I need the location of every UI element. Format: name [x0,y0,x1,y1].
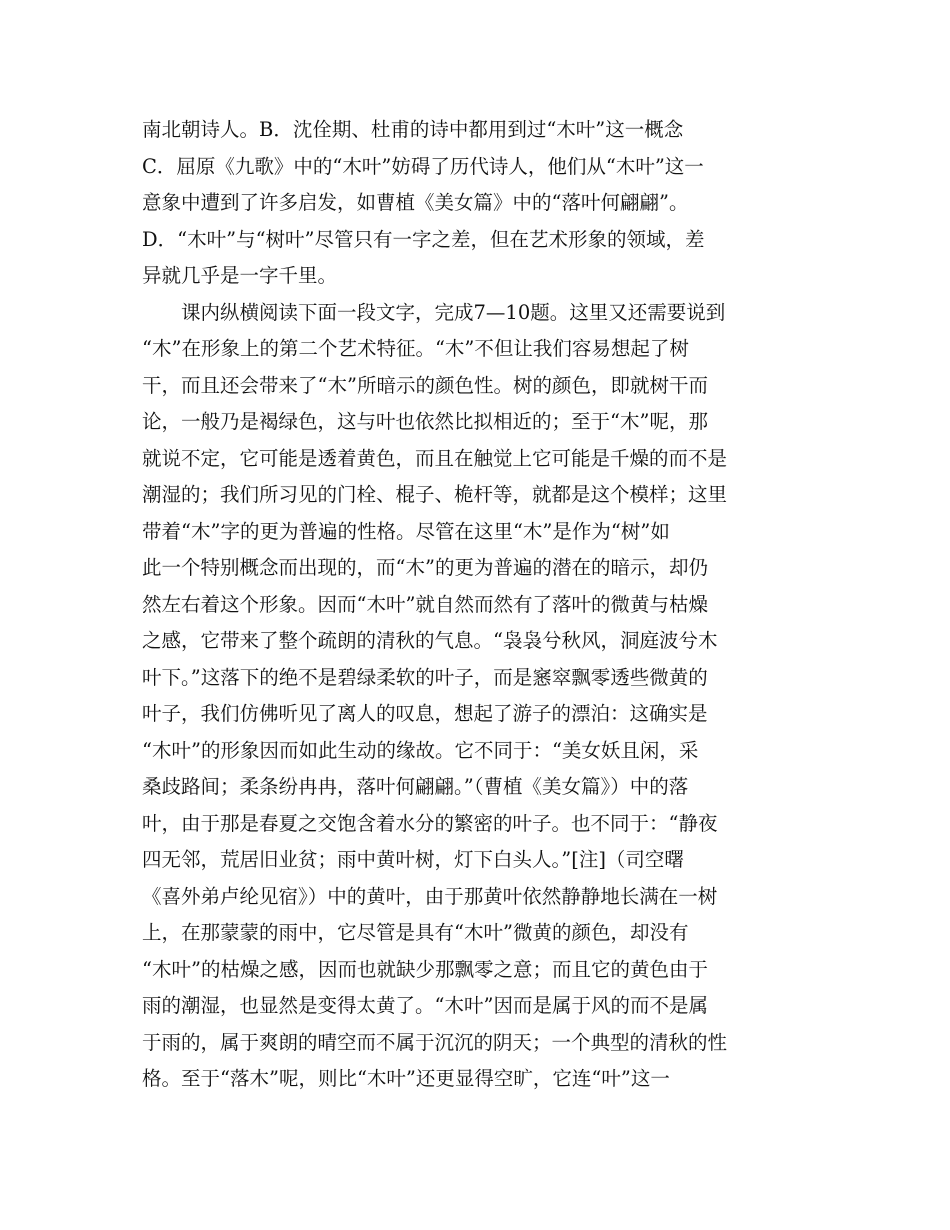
text-line-25: 雨的潮湿，也显然是变得太黄了。“木叶”因而是属于风的而不是属 [142,994,708,1017]
text-line-10: 就说不定，它可能是透着黄色，而且在触觉上它可能是千燥的而不是 [142,446,728,470]
text-line-14: 然左右着这个形象。因而“木叶”就自然而然有了落叶的微黄与枯燥 [142,592,708,616]
text-line-8: 干，而且还会带来了“木”所暗示的颜色性。树的颜色，即就树干而 [142,373,708,397]
text-line-15: 之感，它带来了整个疏朗的清秋的气息。“袅袅兮秋风，洞庭波兮木 [142,629,718,652]
text-line-23: 上，在那蒙蒙的雨中，它尽管是具有“木叶”微黄的颜色，却没有 [142,921,689,944]
text-line-21: 四无邻，荒居旧业贫；雨中黄叶树，灯下白头人。”[注]（司空曙 [142,848,684,871]
text-line-26: 于雨的，属于爽朗的晴空而不属于沉沉的阴天；一个典型的清秋的性 [142,1030,728,1054]
text-line-2: C．屈原《九歌》中的“木叶”妨碍了历代诗人，他们从“木叶”这一 [142,154,704,178]
text-line-16: 叶下。”这落下的绝不是碧绿柔软的叶子，而是窸窣飘零透些微黄的 [142,665,708,689]
text-line-5: 异就几乎是一字千里。 [142,264,338,287]
text-line-19: 桑歧路间；柔条纷冉冉，落叶何翩翩。”（曹植《美女篇》）中的落 [142,775,689,798]
text-line-1: 南北朝诗人。B．沈佺期、杜甫的诗中都用到过“木叶”这一概念 [142,118,684,141]
text-line-20: 叶，由于那是春夏之交饱含着水分的繁密的叶子。也不同于：“静夜 [142,811,718,835]
text-line-18: “木叶”的形象因而如此生动的缘故。它不同于：“美女妖且闲，采 [142,738,699,762]
text-line-27: 格。至于“落木”呢，则比“木叶”还更显得空旷，它连“叶”这一 [142,1067,670,1090]
text-line-22: 《喜外弟卢纶见宿》）中的黄叶，由于那黄叶依然静静地长满在一树 [142,884,718,908]
text-line-4: D．“木叶”与“树叶”尽管只有一字之差，但在艺术形象的领域，差 [142,227,705,251]
text-line-9: 论，一般乃是褐绿色，这与叶也依然比拟相近的；至于“木”呢，那 [142,410,708,433]
text-line-17: 叶子，我们仿佛听见了离人的叹息，想起了游子的漂泊：这确实是 [142,702,708,725]
text-line-12: 带着“木”字的更为普遍的性格。尽管在这里“木”是作为“树”如 [142,519,670,543]
text-line-6: 课内纵横阅读下面一段文字，完成7—10题。这里又还需要说到 [142,300,726,324]
text-line-24: “木叶”的枯燥之感，因而也就缺少那飘零之意；而且它的黄色由于 [142,957,708,981]
text-line-11: 潮湿的；我们所习见的门栓、棍子、桅杆等，就都是这个模样；这里 [142,483,728,506]
document-page [142,112,814,1098]
text-line-13: 此一个特别概念而出现的，而“木”的更为普遍的潜在的暗示，却仍 [142,556,708,579]
text-line-3: 意象中遭到了许多启发，如曹植《美女篇》中的“落叶何翩翩”。 [142,191,689,214]
text-line-7: “木”在形象上的第二个艺术特征。“木”不但让我们容易想起了树 [142,337,689,360]
